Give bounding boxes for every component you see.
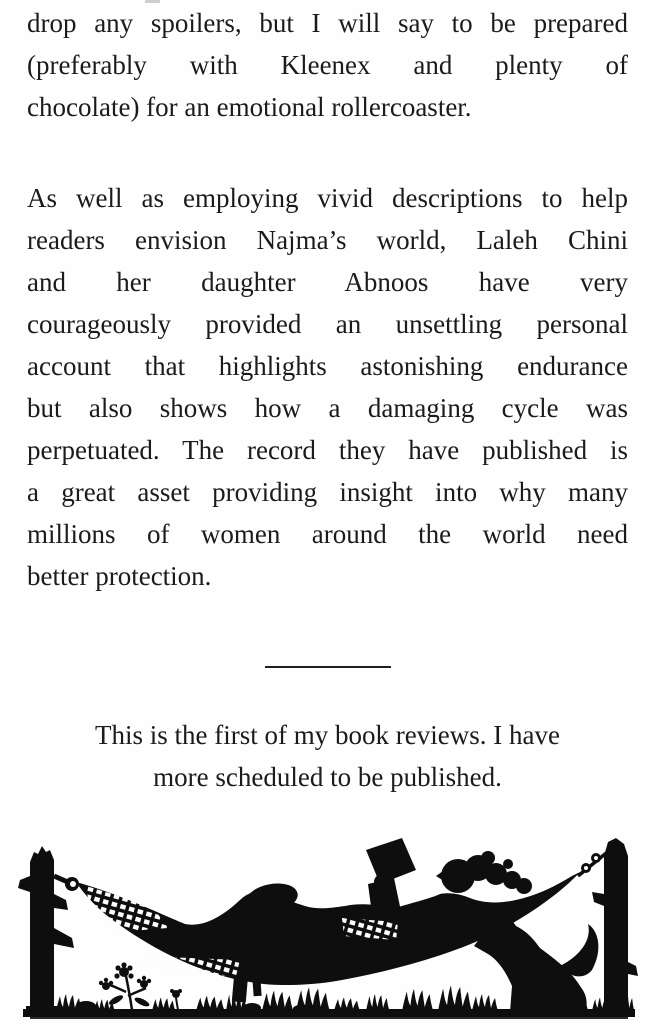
text-line: and her daughter Abnoos have very bbox=[27, 267, 628, 297]
book bbox=[366, 838, 416, 884]
text-line: courageously provided an unsettling personal bbox=[27, 309, 628, 339]
text-line: better protection. bbox=[27, 561, 212, 591]
text-line: This is the first of my book reviews. I have bbox=[95, 720, 560, 750]
text-line: (preferably with Kleenex and plenty of bbox=[27, 50, 628, 80]
left-post bbox=[18, 846, 74, 1016]
right-post bbox=[592, 838, 638, 1016]
text-line: more scheduled to be published. bbox=[153, 762, 502, 792]
text-line: millions of women around the world need bbox=[27, 519, 628, 549]
text-line: perpetuated. The record they have published is bbox=[27, 435, 628, 465]
text-line: account that highlights astonishing endurance bbox=[27, 351, 628, 381]
paragraph-1 bbox=[27, 2, 628, 128]
paragraph-2 bbox=[27, 177, 628, 597]
section-divider bbox=[265, 666, 391, 668]
text-line: drop any spoilers, but I will say to be prepared bbox=[27, 8, 628, 38]
hammock-reading-illustration bbox=[0, 836, 655, 1024]
dog bbox=[474, 912, 598, 1012]
text-line: As well as employing vivid descriptions to help bbox=[27, 183, 628, 213]
text-line: a great asset providing insight into why many bbox=[27, 477, 628, 507]
author-note bbox=[27, 714, 628, 798]
text-line: but also shows how a damaging cycle was bbox=[27, 393, 628, 423]
text-line: chocolate) for an emotional rollercoaster. bbox=[27, 92, 472, 122]
text-line: readers envision Najma’s world, Laleh Chini bbox=[27, 225, 628, 255]
